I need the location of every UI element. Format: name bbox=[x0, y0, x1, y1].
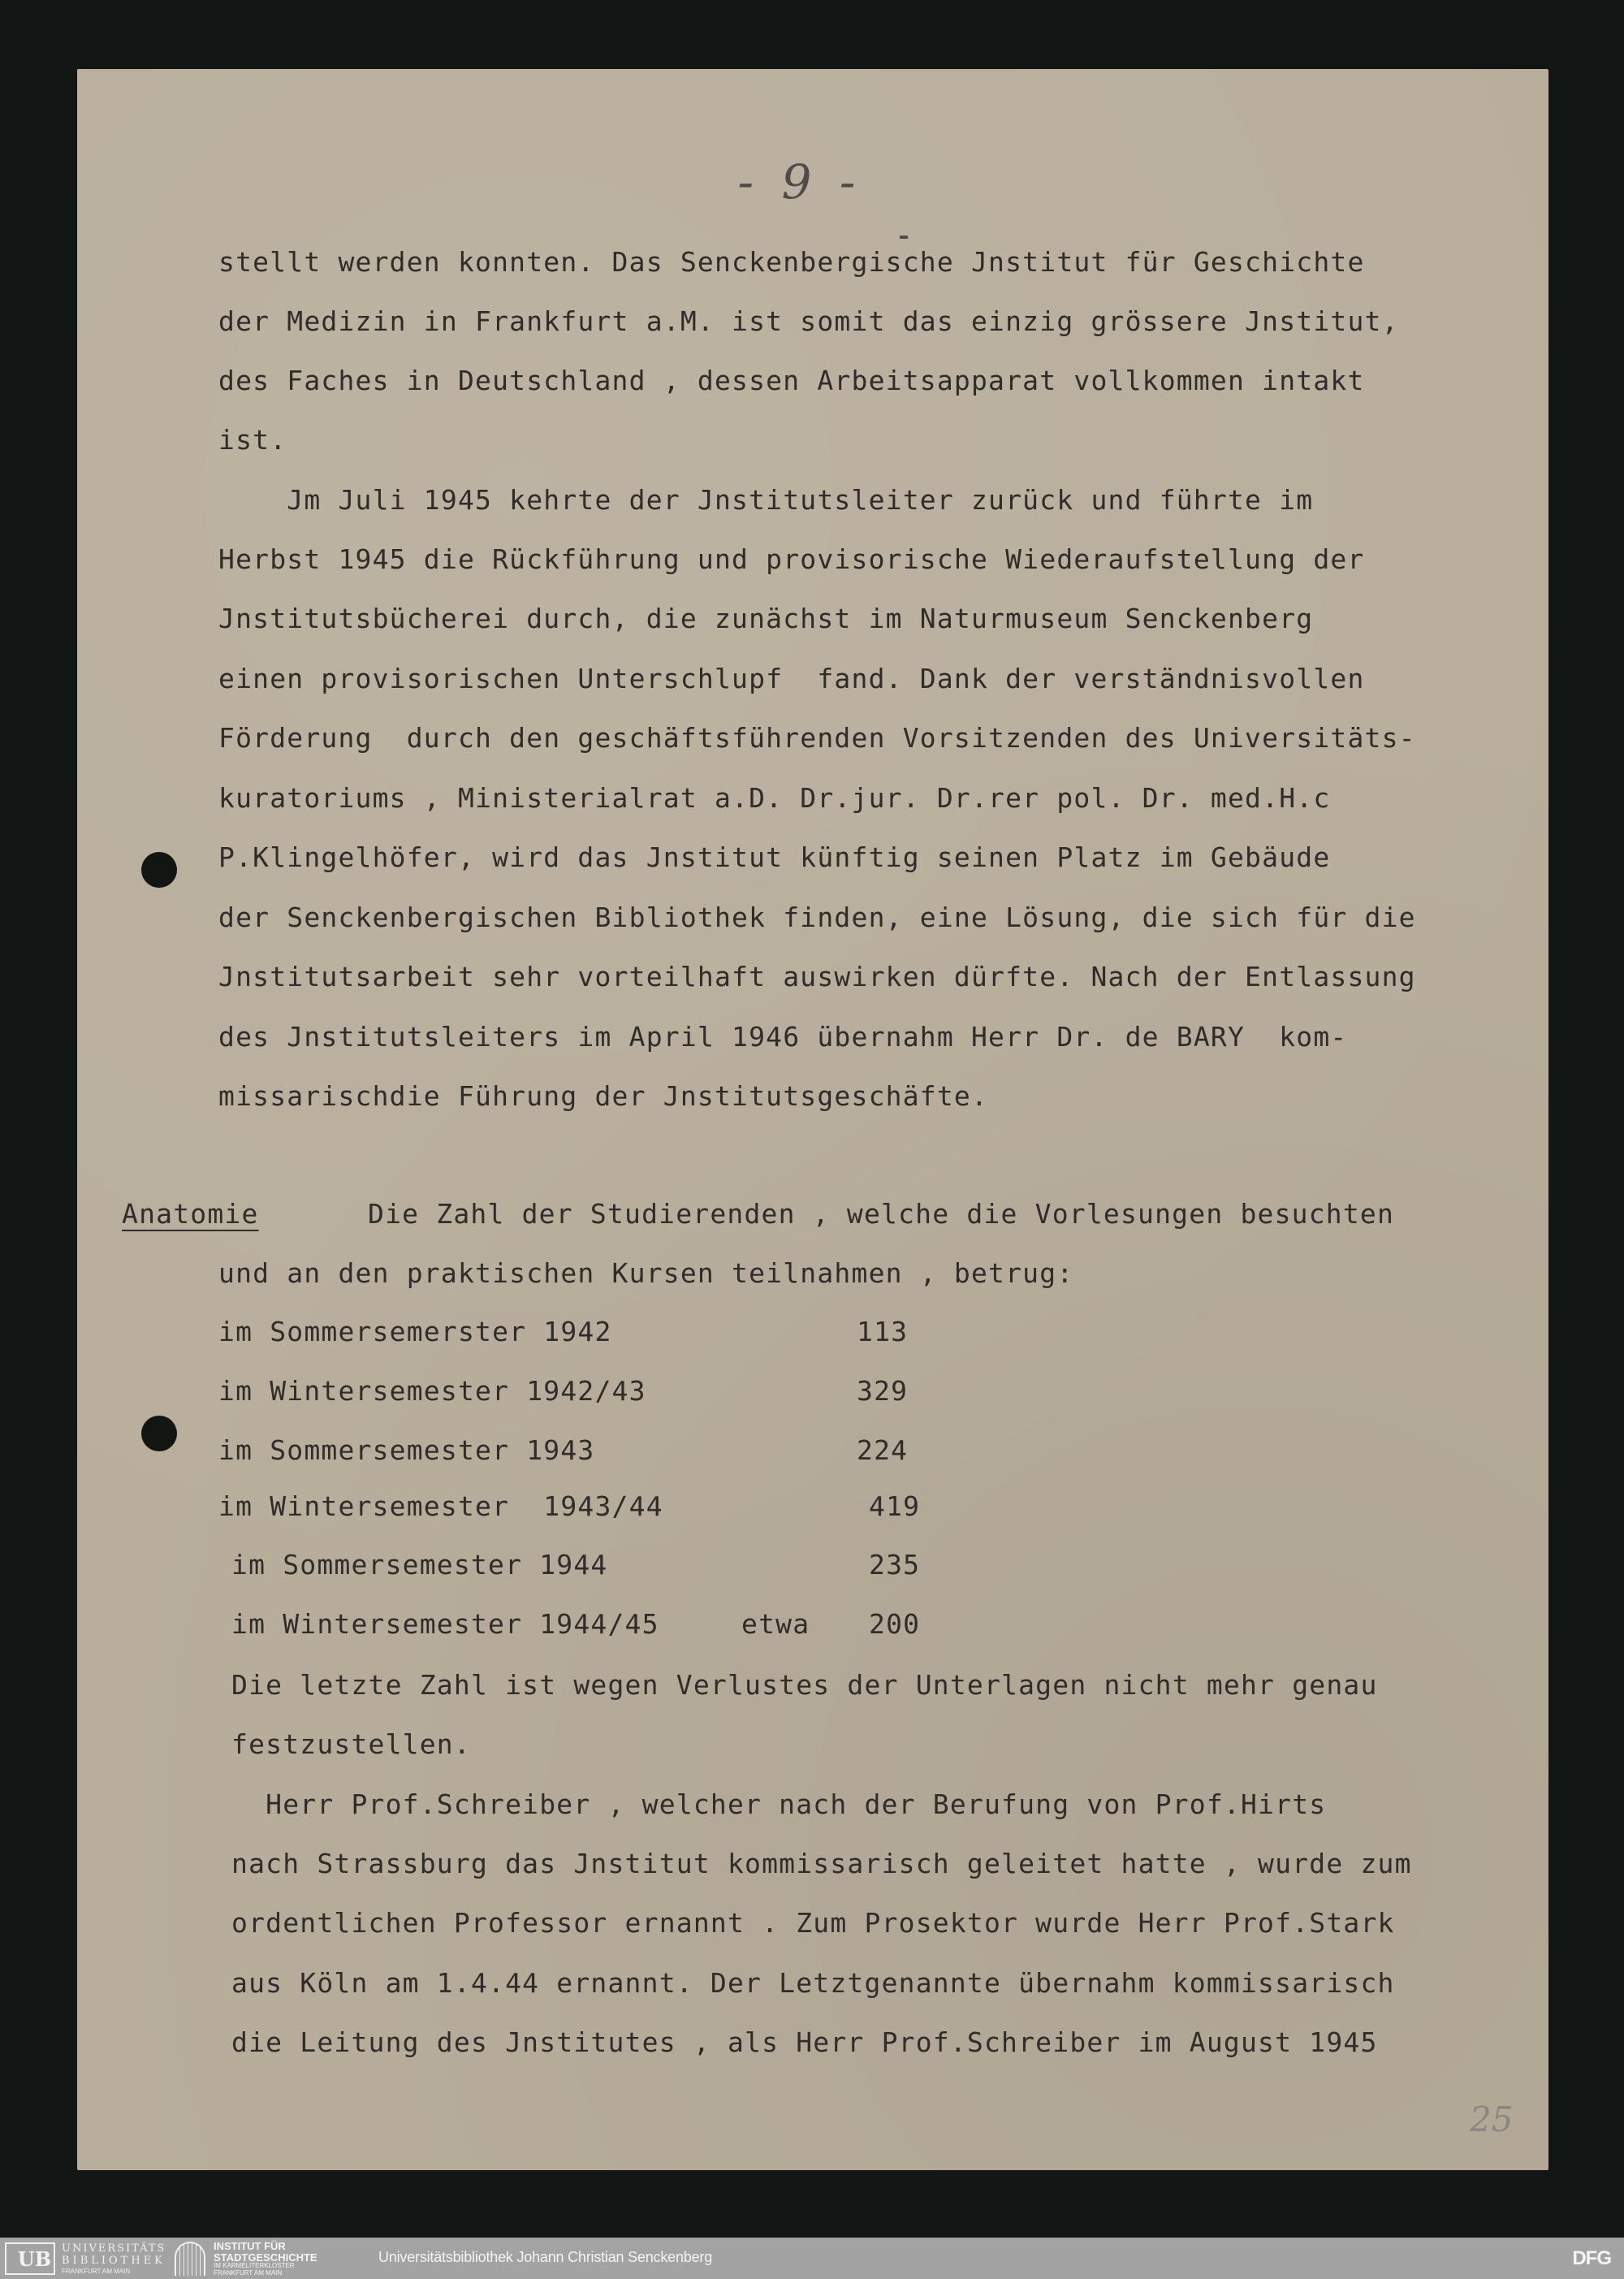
text-line: die Leitung des Jnstitutes , als Herr Prof.Schreiber im August 1945 bbox=[231, 2026, 1378, 2058]
student-count: 224 bbox=[857, 1434, 909, 1466]
footer-title[interactable]: Universitätsbibliothek Johann Christian Senckenberg bbox=[378, 2249, 713, 2265]
isg-logo-line: FRANKFURT AM MAIN bbox=[214, 2268, 283, 2277]
arch-icon bbox=[175, 2242, 205, 2276]
text-line: des Jnstitutsleiters im April 1946 übernahm Herr Dr. de BARY kom- bbox=[218, 1021, 1348, 1053]
ub-logo-line: BIBLIOTHEK bbox=[62, 2254, 166, 2267]
text-line: Jnstitutsbücherei durch, die zunächst im Naturmuseum Senckenberg bbox=[218, 603, 1314, 634]
text-line: stellt werden konnten. Das Senckenbergische Jnstitut für Geschichte bbox=[218, 246, 1365, 278]
text-line: Die Zahl der Studierenden , welche die Vorlesungen besuchten bbox=[368, 1198, 1395, 1230]
punch-hole bbox=[141, 1416, 177, 1451]
document-page bbox=[77, 69, 1548, 2170]
student-count: 113 bbox=[857, 1316, 909, 1347]
text-line: festzustellen. bbox=[231, 1728, 471, 1760]
text-line: aus Köln am 1.4.44 ernannt. Der Letztgenannte übernahm kommissarisch bbox=[231, 1967, 1395, 1999]
semester-label: im Wintersemester 1943/44 bbox=[218, 1490, 663, 1522]
dfg-logo[interactable]: DFG bbox=[1572, 2247, 1611, 2269]
ub-logo[interactable] bbox=[5, 2241, 166, 2277]
semester-label: im Sommersemerster 1942 bbox=[218, 1316, 612, 1347]
text-line: ordentlichen Professor ernannt . Zum Prosektor wurde Herr Prof.Stark bbox=[231, 1907, 1395, 1939]
semester-label: im Wintersemester 1942/43 bbox=[218, 1375, 646, 1407]
text-line: und an den praktischen Kursen teilnahmen , betrug: bbox=[218, 1257, 1074, 1289]
text-line: Jnstitutsarbeit sehr vorteilhaft auswirken dürfte. Nach der Entlassung bbox=[218, 961, 1416, 992]
text-line: nach Strassburg das Jnstitut kommissarisch geleitet hatte , wurde zum bbox=[231, 1848, 1412, 1879]
ub-logo-line: UNIVERSITÄTS bbox=[62, 2242, 166, 2255]
semester-label: im Sommersemester 1944 bbox=[231, 1549, 608, 1581]
text-line: der Medizin in Frankfurt a.M. ist somit das einzig grössere Jnstitut, bbox=[218, 305, 1399, 337]
section-heading-anatomie: Anatomie bbox=[122, 1198, 259, 1230]
punch-hole bbox=[141, 852, 177, 888]
student-count: 329 bbox=[857, 1375, 909, 1407]
text-line: Herr Prof.Schreiber , welcher nach der Berufung von Prof.Hirts bbox=[231, 1788, 1327, 1820]
text-line: der Senckenbergischen Bibliothek finden, eine Lösung, die sich für die bbox=[218, 902, 1416, 933]
text-line: Förderung durch den geschäftsführenden Vorsitzenden des Universitäts- bbox=[218, 722, 1416, 754]
footer-bar bbox=[0, 2238, 1624, 2279]
isg-logo-line: IM KARMELITERKLOSTER bbox=[214, 2262, 295, 2270]
semester-label: im Wintersemester 1944/45 bbox=[231, 1608, 659, 1640]
text-line: ist. bbox=[218, 424, 287, 456]
text-line: P.Klingelhöfer, wird das Jnstitut künftig seinen Platz im Gebäude bbox=[218, 841, 1331, 873]
text-line: missarischdie Führung der Jnstitutsgeschäfte. bbox=[218, 1080, 989, 1112]
isg-logo-line: INSTITUT FÜR bbox=[214, 2239, 286, 2252]
text-line: des Faches in Deutschland , dessen Arbeitsapparat vollkommen intakt bbox=[218, 365, 1365, 396]
ink-mark bbox=[900, 236, 908, 239]
isg-logo[interactable] bbox=[175, 2241, 317, 2277]
approx-note: etwa bbox=[741, 1608, 810, 1640]
text-line: kuratoriums , Ministerialrat a.D. Dr.jur. Dr.rer pol. Dr. med.H.c bbox=[218, 782, 1331, 814]
text-line: Herbst 1945 die Rückführung und provisorische Wiederaufstellung der bbox=[218, 543, 1365, 575]
student-count: 200 bbox=[869, 1608, 921, 1640]
semester-label: im Sommersemester 1943 bbox=[218, 1434, 595, 1466]
text-line: einen provisorischen Unterschlupf fand. Dank der verständnisvollen bbox=[218, 663, 1365, 694]
ub-logo-line: FRANKFURT AM MAIN bbox=[62, 2267, 131, 2275]
student-count: 419 bbox=[869, 1490, 921, 1522]
text-line: Jm Juli 1945 kehrte der Jnstitutsleiter zurück und führte im bbox=[218, 484, 1314, 516]
student-count: 235 bbox=[869, 1549, 921, 1581]
pencil-annotation: 25 bbox=[1470, 2100, 1514, 2139]
isg-logo-line: STADTGESCHICHTE bbox=[214, 2251, 317, 2264]
ub-logo-icon: UB bbox=[5, 2242, 55, 2275]
page-number: - 9 - bbox=[737, 154, 862, 210]
text-line: Die letzte Zahl ist wegen Verlustes der Unterlagen nicht mehr genau bbox=[231, 1669, 1378, 1701]
